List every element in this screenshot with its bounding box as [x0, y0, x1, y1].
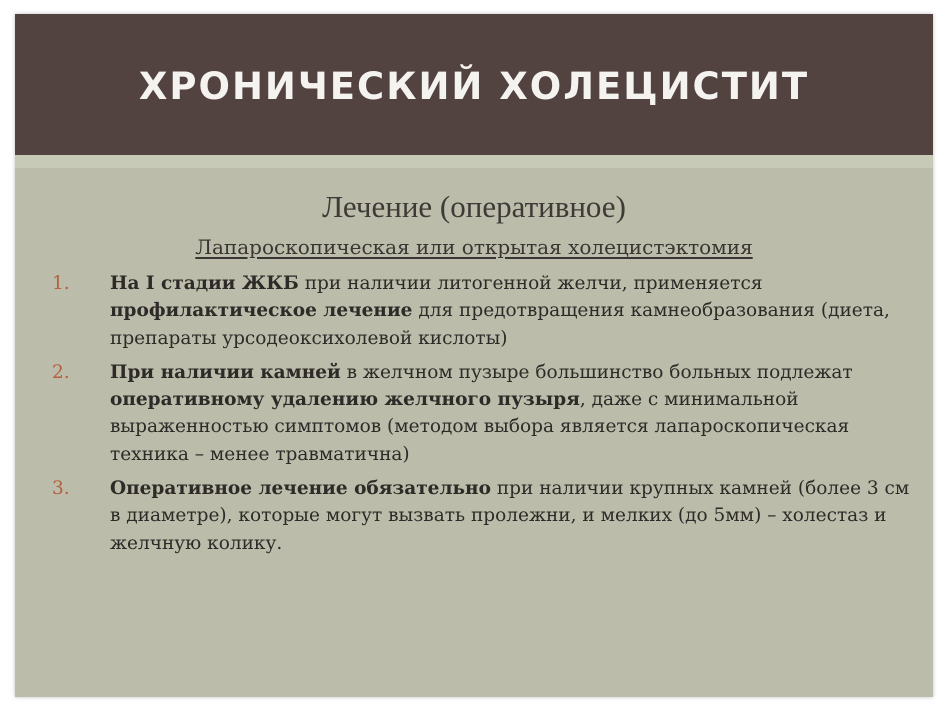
list-item: [52, 270, 912, 352]
list-item: [52, 475, 912, 557]
section-subheading: [15, 235, 933, 259]
item-text: , даже с минимальной выраженностью симптомов (методом выбора является лапароскопическая техника – менее травматична): [110, 389, 850, 465]
item-text-bold: Оперативное лечение обязательно: [110, 478, 491, 500]
section-heading: Лечение (оперативное): [322, 189, 626, 224]
list-item-number: 3.: [52, 478, 70, 500]
title-bar: [15, 14, 933, 155]
item-text: для предотвращения камнеобразования (диета, препараты урсодеоксихолевой кислоты): [110, 300, 890, 349]
item-text: в желчном пузыре большинство больных подлежат: [340, 361, 853, 383]
list-item-number: 1.: [52, 273, 70, 294]
item-text-bold: профилактическое лечение: [110, 300, 413, 322]
item-text: при наличии литогенной желчи, применяется: [298, 273, 763, 294]
treatment-list: [52, 270, 912, 564]
subheading-text: Лапароскопическая или открытая холецистэктомия: [195, 235, 753, 259]
slide: [15, 14, 933, 697]
slide-title: ХРОНИЧЕСКИЙ ХОЛЕЦИСТИТ: [138, 65, 810, 108]
list-item: [52, 359, 912, 468]
divider-band: [15, 155, 933, 168]
item-text: при наличии крупных камней (более 3 см в диаметре), которые могут вызвать пролежни, и мелких (до 5мм) – холестаз и желчную колику.: [110, 478, 910, 554]
item-text-bold: На I стадии ЖКБ: [110, 273, 299, 294]
list-item-number: 2.: [52, 361, 70, 383]
item-text-bold: При наличии камней: [110, 361, 341, 383]
item-text-bold: оперативному удалению желчного пузыря: [110, 389, 580, 411]
